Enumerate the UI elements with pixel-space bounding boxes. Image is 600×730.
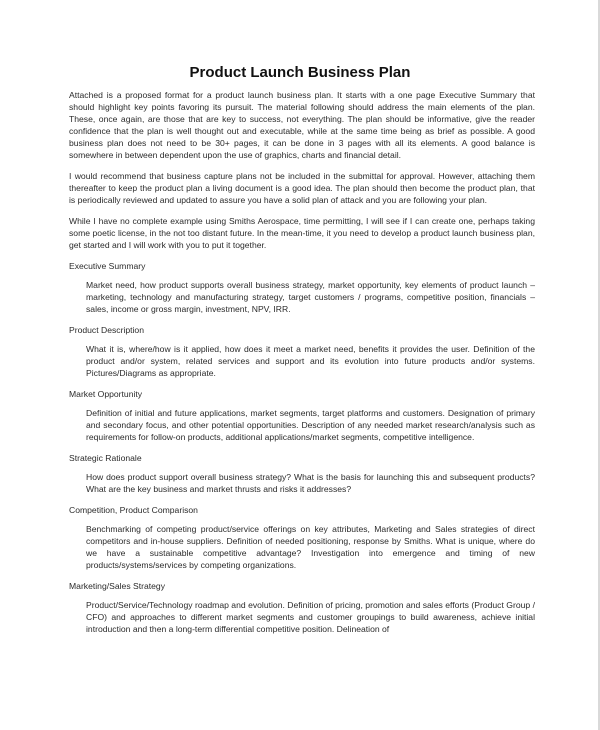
section-body-market-opportunity: Definition of initial and future applications, market segments, target platforms and customers. Designation of primary and secondary focus, and other potential opportunities. Description of any needed market research/analysis such as requirements for follow-on products, additional applications/market segments, competitive intelligence. <box>86 408 535 442</box>
intro-paragraph: While I have no complete example using Smiths Aerospace, time permitting, I will see if I can create one, perhaps taking some poetic license, in the not too distant future. In the mean-time, it you need to develop a product launch business plan, get started and I will work with you to put it together. <box>69 216 535 250</box>
intro-paragraph: Attached is a proposed format for a product launch business plan. It starts with a one page Executive Summary that should highlight key points favoring its pursuit. The material following should address the main elements of the plan. These, once again, are those that are key to success, not everything. The plan should be informative, give the reader confidence that the plan is well thought out and executable, while at the same time being as brief as possible. A good business plan does not need to be 30+ pages, it can be done in 3 pages with all its elements. A good balance is somewhere in between dependent upon the use of graphics, charts and financial detail. <box>69 90 535 160</box>
section-body-product-description: What it is, where/how is it applied, how does it meet a market need, benefits it provides the user. Definition of the product and/or system, related services and support and its evolution into future products and/or systems. Pictures/Diagrams as appropriate. <box>86 344 535 378</box>
section-body-competition: Benchmarking of competing product/service offerings on key attributes, Marketing and Sales strategies of direct competitors and in-house suppliers. Definition of needed positioning, response by Smiths. What is unique, where do we have a sustainable competitive advantage? Investigation into emergence and timing of new products/systems/services by competing organizations. <box>86 524 535 570</box>
section-heading-strategic-rationale: Strategic Rationale <box>69 453 142 463</box>
section-heading-market-opportunity: Market Opportunity <box>69 389 143 399</box>
document-body <box>69 89 535 644</box>
document-title: Product Launch Business Plan <box>189 64 411 81</box>
section-body-executive-summary: Market need, how product supports overall business strategy, market opportunity, key elements of product launch – marketing, technology and manufacturing strategy, target customers / programs, competitive position, financials – sales, income or gross margin, investment, NPV, IRR. <box>86 280 535 314</box>
section-heading-competition: Competition, Product Comparison <box>69 505 198 515</box>
section-heading-executive-summary: Executive Summary <box>69 261 146 271</box>
section-body-strategic-rationale: How does product support overall business strategy? What is the basis for launching this and subsequent products? What are the key business and market thrusts and risks it addresses? <box>86 472 535 494</box>
intro-paragraph: I would recommend that business capture plans not be included in the submittal for approval. However, attaching them thereafter to keep the product plan a living document is a good idea. The plan should then become the product plan, that is periodically reviewed and updated to assure you have a solid plan of attack and you are following your plan. <box>69 171 535 205</box>
section-heading-product-description: Product Description <box>69 325 144 335</box>
section-body-marketing-sales: Product/Service/Technology roadmap and evolution. Definition of pricing, promotion and sales efforts (Product Group / CFO) and approaches to different market segments and customer groupings to build awareness, achieve initial introduction and then a long-term differential competitive position. Delineation of <box>86 600 535 634</box>
section-heading-marketing-sales: Marketing/Sales Strategy <box>69 581 166 591</box>
